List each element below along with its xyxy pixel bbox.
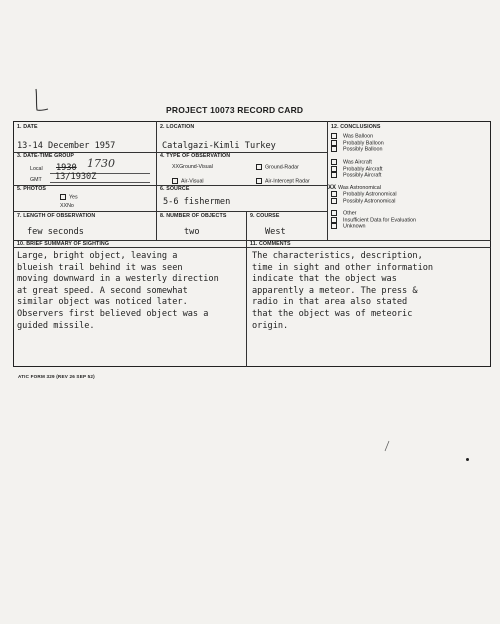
card-title: PROJECT 10073 RECORD CARD [166, 105, 304, 115]
conclusions-label: 12. CONCLUSIONS [331, 124, 381, 130]
checkbox-icon [256, 164, 262, 170]
checkbox-icon [172, 178, 178, 184]
conclusion-possibly-astronomical: Possibly Astronomical [331, 198, 416, 205]
date-value: 13-14 December 1957 [17, 141, 116, 151]
photos-no: XXNo [60, 203, 74, 209]
type-air-intercept-radar: Air-Intercept Radar [256, 178, 310, 184]
conclusion-was-aircraft: Was Aircraft [331, 159, 416, 166]
conclusion-probably-balloon: Probably Balloon [331, 140, 416, 147]
form-number: ATIC FORM 329 (REV 26 SEP 52) [18, 374, 95, 379]
length-label: 7. LENGTH OF OBSERVATION [17, 213, 96, 219]
length-value: few seconds [27, 227, 84, 237]
gmt-label: GMT [30, 177, 42, 183]
location-label: 2. LOCATION [160, 124, 195, 130]
objects-label: 8. NUMBER OF OBJECTS [160, 213, 227, 219]
gmt-value: 13/1930Z [55, 172, 97, 182]
date-label: 1. DATE [17, 124, 38, 130]
conclusion-possibly-balloon: Possibly Balloon [331, 146, 416, 153]
photos-yes: Yes [60, 194, 78, 200]
comments-text: The characteristics, description, time in sight and other information indicate that the object was apparently a meteor. The press & radio in that area also stated that the object was of meteoric origin. [252, 251, 434, 331]
conclusion-possibly-aircraft: Possibly Aircraft [331, 172, 416, 179]
checked-mark: XX [328, 184, 337, 191]
local-time-handwritten: 1730 [87, 157, 115, 170]
datetime-label: 3. DATE-TIME GROUP [17, 153, 75, 159]
photos-label: 5. PHOTOS [17, 186, 47, 192]
summary-label: 10. BRIEF SUMMARY OF SIGHTING [17, 241, 110, 247]
scan-mark [383, 440, 391, 452]
objects-value: two [184, 227, 200, 237]
location-value: Catalgazi-Kimli Turkey [162, 141, 276, 151]
scan-speck [466, 458, 469, 461]
source-label: 6. SOURCE [160, 186, 190, 192]
local-label: Local [30, 166, 43, 172]
type-air-visual: Air-Visual [172, 178, 204, 184]
conclusion-other: Other [331, 210, 416, 217]
checkbox-icon [256, 178, 262, 184]
conclusion-insufficient-data: Insufficient Data for Evaluation [331, 217, 416, 224]
conclusion-probably-astronomical: Probably Astronomical [331, 191, 416, 198]
type-ground-radar: Ground-Radar [256, 164, 299, 170]
comments-label: 11. COMMENTS [250, 241, 291, 247]
conclusions-list [328, 133, 417, 230]
summary-text: Large, bright object, leaving a blueish trail behind it was seen moving downward in a westerly direction at great speed. A second somewhat similar object was noticed later. Observers first believed object was a guided missile. [17, 251, 219, 331]
source-value: 5-6 fishermen [163, 197, 231, 207]
local-time-value: 1930 [56, 163, 77, 173]
type-label: 4. TYPE OF OBSERVATION [160, 153, 231, 159]
handwritten-mark [28, 86, 54, 116]
conclusion-was-astronomical: XX Was Astronomical [328, 184, 381, 191]
course-value: West [265, 227, 286, 237]
type-ground-visual: XXGround-Visual [172, 164, 213, 170]
checkbox-icon [60, 194, 66, 200]
conclusion-was-balloon: Was Balloon [331, 133, 416, 140]
course-label: 9. COURSE [250, 213, 280, 219]
conclusion-probably-aircraft: Probably Aircraft [331, 166, 416, 173]
conclusion-unknown: Unknown [331, 223, 416, 230]
